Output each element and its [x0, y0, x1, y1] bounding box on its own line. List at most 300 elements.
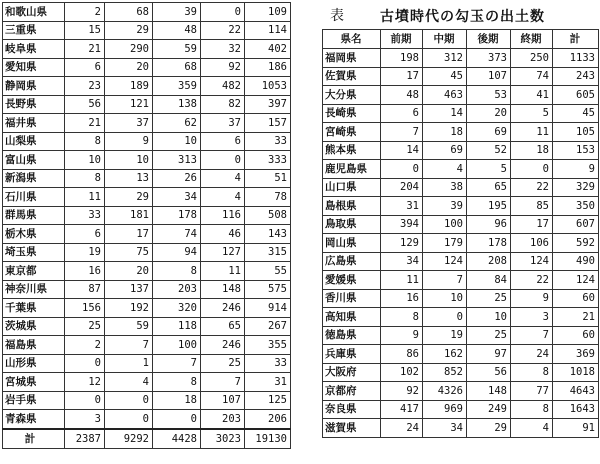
prefecture-cell: 滋賀県: [323, 419, 381, 438]
value-cell: 250: [511, 49, 553, 68]
value-cell: 4326: [423, 382, 467, 401]
value-cell: 246: [201, 299, 245, 318]
value-cell: 38: [423, 178, 467, 197]
table-row: [323, 67, 599, 86]
value-cell: 56: [65, 95, 105, 114]
table-row: [323, 160, 599, 179]
value-cell: 16: [65, 262, 105, 281]
prefecture-cell: 奈良県: [323, 400, 381, 419]
value-cell: 7: [105, 336, 153, 355]
prefecture-cell: 徳島県: [323, 326, 381, 345]
header-row: [323, 30, 599, 49]
value-cell: 82: [201, 95, 245, 114]
value-cell: 107: [201, 391, 245, 410]
value-cell: 4: [105, 373, 153, 392]
value-cell: 290: [105, 40, 153, 59]
value-cell: 32: [201, 40, 245, 59]
value-cell: 9: [381, 326, 423, 345]
prefecture-cell: 和歌山県: [3, 3, 65, 22]
table-row: [3, 410, 291, 429]
value-cell: 4: [201, 169, 245, 188]
table-row: [323, 86, 599, 105]
table-row: [3, 280, 291, 299]
table-row: [3, 262, 291, 281]
value-cell: 16: [381, 289, 423, 308]
value-cell: 157: [245, 114, 291, 133]
prefecture-cell: 鳥取県: [323, 215, 381, 234]
value-cell: 10: [423, 289, 467, 308]
value-cell: 397: [245, 95, 291, 114]
value-cell: 8: [65, 132, 105, 151]
value-cell: 19: [65, 243, 105, 262]
table-row: [323, 271, 599, 290]
value-cell: 34: [381, 252, 423, 271]
value-cell: 69: [467, 123, 511, 142]
value-cell: 0: [381, 160, 423, 179]
value-cell: 320: [153, 299, 201, 318]
value-cell: 86: [381, 345, 423, 364]
table-row: [3, 299, 291, 318]
value-cell: 394: [381, 215, 423, 234]
prefecture-cell: 三重県: [3, 21, 65, 40]
prefecture-cell: 石川県: [3, 188, 65, 207]
value-cell: 10: [65, 151, 105, 170]
table-heading: 古墳時代の勾玉の出土数: [380, 9, 545, 25]
column-header: 終期: [511, 30, 553, 49]
value-cell: 19130: [245, 429, 291, 449]
value-cell: 11: [381, 271, 423, 290]
value-cell: 33: [65, 206, 105, 225]
value-cell: 6: [201, 132, 245, 151]
value-cell: 22: [511, 271, 553, 290]
value-cell: 74: [153, 225, 201, 244]
value-cell: 6: [65, 225, 105, 244]
prefecture-cell: 岐阜県: [3, 40, 65, 59]
value-cell: 22: [511, 178, 553, 197]
value-cell: 84: [467, 271, 511, 290]
value-cell: 359: [153, 77, 201, 96]
value-cell: 19: [423, 326, 467, 345]
value-cell: 46: [201, 225, 245, 244]
prefecture-cell: 兵庫県: [323, 345, 381, 364]
value-cell: 116: [201, 206, 245, 225]
table-row: [323, 197, 599, 216]
value-cell: 65: [201, 317, 245, 336]
value-cell: 8: [65, 169, 105, 188]
value-cell: 100: [423, 215, 467, 234]
value-cell: 148: [201, 280, 245, 299]
value-cell: 13: [105, 169, 153, 188]
table-row: [323, 289, 599, 308]
value-cell: 102: [381, 363, 423, 382]
prefecture-cell: 静岡県: [3, 77, 65, 96]
prefecture-cell: 山梨県: [3, 132, 65, 151]
value-cell: 9: [553, 160, 599, 179]
prefecture-cell: 茨城県: [3, 317, 65, 336]
value-cell: 91: [553, 419, 599, 438]
value-cell: 118: [153, 317, 201, 336]
value-cell: 463: [423, 86, 467, 105]
column-header: 計: [553, 30, 599, 49]
table-row: [3, 225, 291, 244]
table-row: [323, 252, 599, 271]
prefecture-cell: 埼玉県: [3, 243, 65, 262]
value-cell: 25: [467, 289, 511, 308]
value-cell: 74: [511, 67, 553, 86]
value-cell: 78: [245, 188, 291, 207]
value-cell: 153: [553, 141, 599, 160]
value-cell: 333: [245, 151, 291, 170]
prefecture-cell: 長崎県: [323, 104, 381, 123]
value-cell: 329: [553, 178, 599, 197]
value-cell: 0: [153, 410, 201, 429]
table-row: [3, 58, 291, 77]
value-cell: 51: [245, 169, 291, 188]
value-cell: 37: [105, 114, 153, 133]
value-cell: 195: [467, 197, 511, 216]
value-cell: 208: [467, 252, 511, 271]
value-cell: 313: [153, 151, 201, 170]
value-cell: 1643: [553, 400, 599, 419]
value-cell: 490: [553, 252, 599, 271]
value-cell: 45: [553, 104, 599, 123]
value-cell: 8: [511, 363, 553, 382]
table-row: [3, 132, 291, 151]
value-cell: 18: [423, 123, 467, 142]
prefecture-cell: 熊本県: [323, 141, 381, 160]
prefecture-cell: 計: [3, 429, 65, 449]
value-cell: 575: [245, 280, 291, 299]
value-cell: 11: [511, 123, 553, 142]
value-cell: 369: [553, 345, 599, 364]
value-cell: 17: [105, 225, 153, 244]
value-cell: 29: [105, 188, 153, 207]
value-cell: 914: [245, 299, 291, 318]
value-cell: 33: [245, 132, 291, 151]
value-cell: 189: [105, 77, 153, 96]
value-cell: 1018: [553, 363, 599, 382]
value-cell: 4643: [553, 382, 599, 401]
table-row: [3, 169, 291, 188]
value-cell: 6: [381, 104, 423, 123]
value-cell: 4: [201, 188, 245, 207]
table-row: [3, 3, 291, 22]
value-cell: 417: [381, 400, 423, 419]
value-cell: 125: [245, 391, 291, 410]
value-cell: 48: [153, 21, 201, 40]
table-row: [3, 317, 291, 336]
value-cell: 312: [423, 49, 467, 68]
value-cell: 37: [201, 114, 245, 133]
value-cell: 246: [201, 336, 245, 355]
value-cell: 34: [423, 419, 467, 438]
left-data-table: [2, 2, 291, 449]
value-cell: 114: [245, 21, 291, 40]
table-row: [3, 354, 291, 373]
prefecture-cell: 宮崎県: [323, 123, 381, 142]
value-cell: 92: [201, 58, 245, 77]
value-cell: 129: [381, 234, 423, 253]
value-cell: 31: [381, 197, 423, 216]
prefecture-cell: 佐賀県: [323, 67, 381, 86]
value-cell: 206: [245, 410, 291, 429]
value-cell: 243: [553, 67, 599, 86]
column-header: 後期: [467, 30, 511, 49]
value-cell: 0: [201, 151, 245, 170]
value-cell: 162: [423, 345, 467, 364]
value-cell: 20: [105, 262, 153, 281]
value-cell: 24: [381, 419, 423, 438]
value-cell: 852: [423, 363, 467, 382]
value-cell: 969: [423, 400, 467, 419]
value-cell: 203: [201, 410, 245, 429]
table-label: 表: [330, 8, 344, 24]
prefecture-cell: 島根県: [323, 197, 381, 216]
value-cell: 2: [65, 336, 105, 355]
prefecture-cell: 岡山県: [323, 234, 381, 253]
value-cell: 0: [105, 391, 153, 410]
value-cell: 60: [553, 289, 599, 308]
value-cell: 60: [553, 326, 599, 345]
prefecture-cell: 群馬県: [3, 206, 65, 225]
value-cell: 402: [245, 40, 291, 59]
value-cell: 3: [511, 308, 553, 327]
value-cell: 178: [153, 206, 201, 225]
value-cell: 75: [105, 243, 153, 262]
value-cell: 23: [65, 77, 105, 96]
value-cell: 20: [467, 104, 511, 123]
value-cell: 59: [105, 317, 153, 336]
value-cell: 52: [467, 141, 511, 160]
table-row: [3, 429, 291, 449]
value-cell: 39: [153, 3, 201, 22]
value-cell: 124: [423, 252, 467, 271]
value-cell: 3023: [201, 429, 245, 449]
value-cell: 0: [65, 391, 105, 410]
value-cell: 350: [553, 197, 599, 216]
value-cell: 7: [381, 123, 423, 142]
value-cell: 148: [467, 382, 511, 401]
prefecture-cell: 東京都: [3, 262, 65, 281]
prefecture-cell: 千葉県: [3, 299, 65, 318]
value-cell: 21: [65, 40, 105, 59]
prefecture-cell: 青森県: [3, 410, 65, 429]
value-cell: 124: [511, 252, 553, 271]
table-row: [323, 234, 599, 253]
value-cell: 186: [245, 58, 291, 77]
value-cell: 1: [105, 354, 153, 373]
table-row: [3, 21, 291, 40]
value-cell: 508: [245, 206, 291, 225]
prefecture-cell: 鹿児島県: [323, 160, 381, 179]
value-cell: 121: [105, 95, 153, 114]
value-cell: 8: [381, 308, 423, 327]
value-cell: 55: [245, 262, 291, 281]
value-cell: 0: [105, 410, 153, 429]
value-cell: 127: [201, 243, 245, 262]
value-cell: 107: [467, 67, 511, 86]
value-cell: 12: [65, 373, 105, 392]
value-cell: 14: [423, 104, 467, 123]
value-cell: 137: [105, 280, 153, 299]
table-row: [3, 243, 291, 262]
value-cell: 10: [467, 308, 511, 327]
value-cell: 53: [467, 86, 511, 105]
value-cell: 34: [153, 188, 201, 207]
value-cell: 22: [201, 21, 245, 40]
value-cell: 355: [245, 336, 291, 355]
value-cell: 1133: [553, 49, 599, 68]
table-row: [3, 95, 291, 114]
value-cell: 33: [245, 354, 291, 373]
value-cell: 6: [65, 58, 105, 77]
value-cell: 17: [381, 67, 423, 86]
table-row: [3, 336, 291, 355]
value-cell: 29: [467, 419, 511, 438]
value-cell: 267: [245, 317, 291, 336]
prefecture-cell: 山形県: [3, 354, 65, 373]
value-cell: 11: [65, 188, 105, 207]
value-cell: 607: [553, 215, 599, 234]
table-row: [323, 308, 599, 327]
value-cell: 181: [105, 206, 153, 225]
value-cell: 8: [511, 400, 553, 419]
value-cell: 3: [65, 410, 105, 429]
table-row: [323, 382, 599, 401]
table-row: [323, 363, 599, 382]
value-cell: 26: [153, 169, 201, 188]
table-row: [3, 373, 291, 392]
value-cell: 68: [105, 3, 153, 22]
prefecture-cell: 京都府: [323, 382, 381, 401]
value-cell: 18: [153, 391, 201, 410]
value-cell: 69: [423, 141, 467, 160]
value-cell: 143: [245, 225, 291, 244]
value-cell: 124: [553, 271, 599, 290]
value-cell: 25: [201, 354, 245, 373]
value-cell: 15: [65, 21, 105, 40]
prefecture-cell: 新潟県: [3, 169, 65, 188]
value-cell: 87: [65, 280, 105, 299]
value-cell: 21: [65, 114, 105, 133]
prefecture-cell: 長野県: [3, 95, 65, 114]
value-cell: 10: [105, 151, 153, 170]
prefecture-cell: 福井県: [3, 114, 65, 133]
value-cell: 0: [511, 160, 553, 179]
value-cell: 482: [201, 77, 245, 96]
value-cell: 4: [423, 160, 467, 179]
value-cell: 8: [153, 262, 201, 281]
value-cell: 24: [511, 345, 553, 364]
value-cell: 41: [511, 86, 553, 105]
table-row: [323, 215, 599, 234]
value-cell: 249: [467, 400, 511, 419]
value-cell: 4428: [153, 429, 201, 449]
prefecture-cell: 香川県: [323, 289, 381, 308]
right-data-table: [322, 29, 599, 438]
value-cell: 25: [65, 317, 105, 336]
value-cell: 100: [153, 336, 201, 355]
value-cell: 94: [153, 243, 201, 262]
value-cell: 45: [423, 67, 467, 86]
value-cell: 21: [553, 308, 599, 327]
prefecture-cell: 神奈川県: [3, 280, 65, 299]
table-row: [3, 188, 291, 207]
value-cell: 138: [153, 95, 201, 114]
value-cell: 5: [467, 160, 511, 179]
prefecture-cell: 広島県: [323, 252, 381, 271]
value-cell: 179: [423, 234, 467, 253]
value-cell: 5: [511, 104, 553, 123]
value-cell: 9292: [105, 429, 153, 449]
prefecture-cell: 岩手県: [3, 391, 65, 410]
value-cell: 156: [65, 299, 105, 318]
value-cell: 31: [245, 373, 291, 392]
table-row: [323, 141, 599, 160]
value-cell: 0: [201, 3, 245, 22]
prefecture-cell: 愛知県: [3, 58, 65, 77]
prefecture-cell: 宮城県: [3, 373, 65, 392]
value-cell: 20: [105, 58, 153, 77]
value-cell: 8: [153, 373, 201, 392]
table-row: [3, 114, 291, 133]
value-cell: 4: [511, 419, 553, 438]
value-cell: 2387: [65, 429, 105, 449]
value-cell: 56: [467, 363, 511, 382]
prefecture-cell: 大阪府: [323, 363, 381, 382]
table-row: [323, 419, 599, 438]
value-cell: 7: [153, 354, 201, 373]
value-cell: 192: [105, 299, 153, 318]
value-cell: 29: [105, 21, 153, 40]
value-cell: 92: [381, 382, 423, 401]
table-row: [323, 123, 599, 142]
table-row: [323, 345, 599, 364]
table-row: [3, 206, 291, 225]
prefecture-cell: 福岡県: [323, 49, 381, 68]
table-row: [323, 326, 599, 345]
value-cell: 592: [553, 234, 599, 253]
value-cell: 25: [467, 326, 511, 345]
column-header: 中期: [423, 30, 467, 49]
table-row: [323, 49, 599, 68]
value-cell: 9: [105, 132, 153, 151]
value-cell: 97: [467, 345, 511, 364]
column-header: 県名: [323, 30, 381, 49]
value-cell: 315: [245, 243, 291, 262]
value-cell: 7: [423, 271, 467, 290]
value-cell: 11: [201, 262, 245, 281]
value-cell: 18: [511, 141, 553, 160]
value-cell: 14: [381, 141, 423, 160]
value-cell: 48: [381, 86, 423, 105]
table-row: [323, 178, 599, 197]
prefecture-cell: 福島県: [3, 336, 65, 355]
prefecture-cell: 大分県: [323, 86, 381, 105]
table-row: [3, 77, 291, 96]
value-cell: 198: [381, 49, 423, 68]
value-cell: 59: [153, 40, 201, 59]
table-row: [3, 391, 291, 410]
value-cell: 7: [511, 326, 553, 345]
value-cell: 7: [201, 373, 245, 392]
column-header: 前期: [381, 30, 423, 49]
value-cell: 68: [153, 58, 201, 77]
value-cell: 204: [381, 178, 423, 197]
value-cell: 106: [511, 234, 553, 253]
value-cell: 9: [511, 289, 553, 308]
value-cell: 203: [153, 280, 201, 299]
